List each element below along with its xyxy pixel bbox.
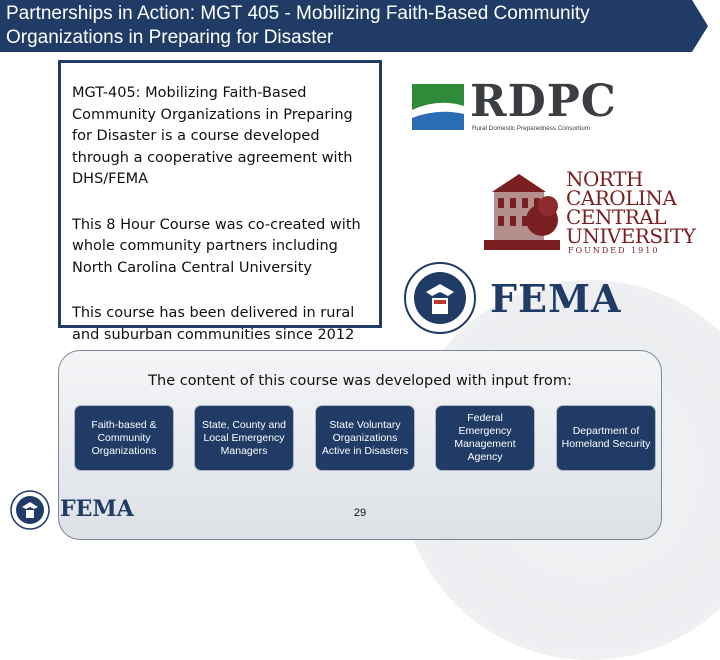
source-local-em-label: State, County and Local Emergency Managers — [201, 418, 287, 457]
rdpc-emblem-icon — [412, 84, 464, 130]
input-panel — [58, 350, 662, 540]
source-dhs — [556, 405, 656, 471]
slide-title: Partnerships in Action: MGT 405 - Mobilizing Faith-Based Community Organizations in Preparing for Disaster — [6, 3, 590, 48]
source-voad-label: State Voluntary Organizations Active in Disasters — [321, 418, 409, 457]
footer-fema-logo — [10, 490, 140, 530]
page-number: 29 — [353, 507, 367, 519]
nccu-line-3: CENTRAL — [566, 205, 667, 229]
intro-text-box — [58, 60, 382, 343]
nccu-logo — [484, 167, 696, 260]
nccu-line-4: UNIVERSITY — [566, 224, 696, 248]
source-local-em — [194, 405, 294, 471]
nccu-line-2: CAROLINA — [566, 186, 677, 210]
source-fema — [435, 405, 535, 471]
footer-fema-wordmark: FEMA — [60, 496, 134, 522]
rdpc-logo — [412, 76, 617, 140]
intro-paragraph-1: MGT-405: Mobilizing Faith-Based Community Organizations in Preparing for Disaster is a course developed through a cooperative agreement with DHS/FEMA — [72, 85, 353, 187]
nccu-building-icon — [484, 168, 560, 258]
source-faith-based-label: Faith-based & Community Organizations — [91, 418, 157, 457]
nccu-line-1: NORTH — [566, 167, 643, 191]
source-fema-label: Federal Emergency Management Agency — [454, 412, 516, 463]
intro-paragraph-2: This 8 Hour Course was co-created with whole community partners including North Carolina Central University — [72, 216, 361, 276]
nccu-founded: FOUNDED 1910 — [568, 246, 660, 255]
fema-wordmark: FEMA — [490, 276, 622, 321]
intro-paragraph-3: This course has been delivered in rural and suburban communities since 2012 — [72, 305, 355, 343]
fema-logo — [404, 262, 624, 342]
source-dhs-label: Department of Homeland Security — [561, 425, 651, 450]
input-heading: The content of this course was developed with input from: — [148, 373, 572, 389]
footer-dhs-seal-icon — [10, 490, 50, 530]
dhs-seal-icon — [404, 262, 476, 334]
source-faith-based — [74, 405, 174, 471]
rdpc-wordmark: RDPC — [470, 76, 617, 127]
nccu-wordmark — [566, 167, 696, 248]
source-voad — [315, 405, 415, 471]
rdpc-subtitle: Rural Domestic Preparedness Consortium — [472, 125, 590, 132]
